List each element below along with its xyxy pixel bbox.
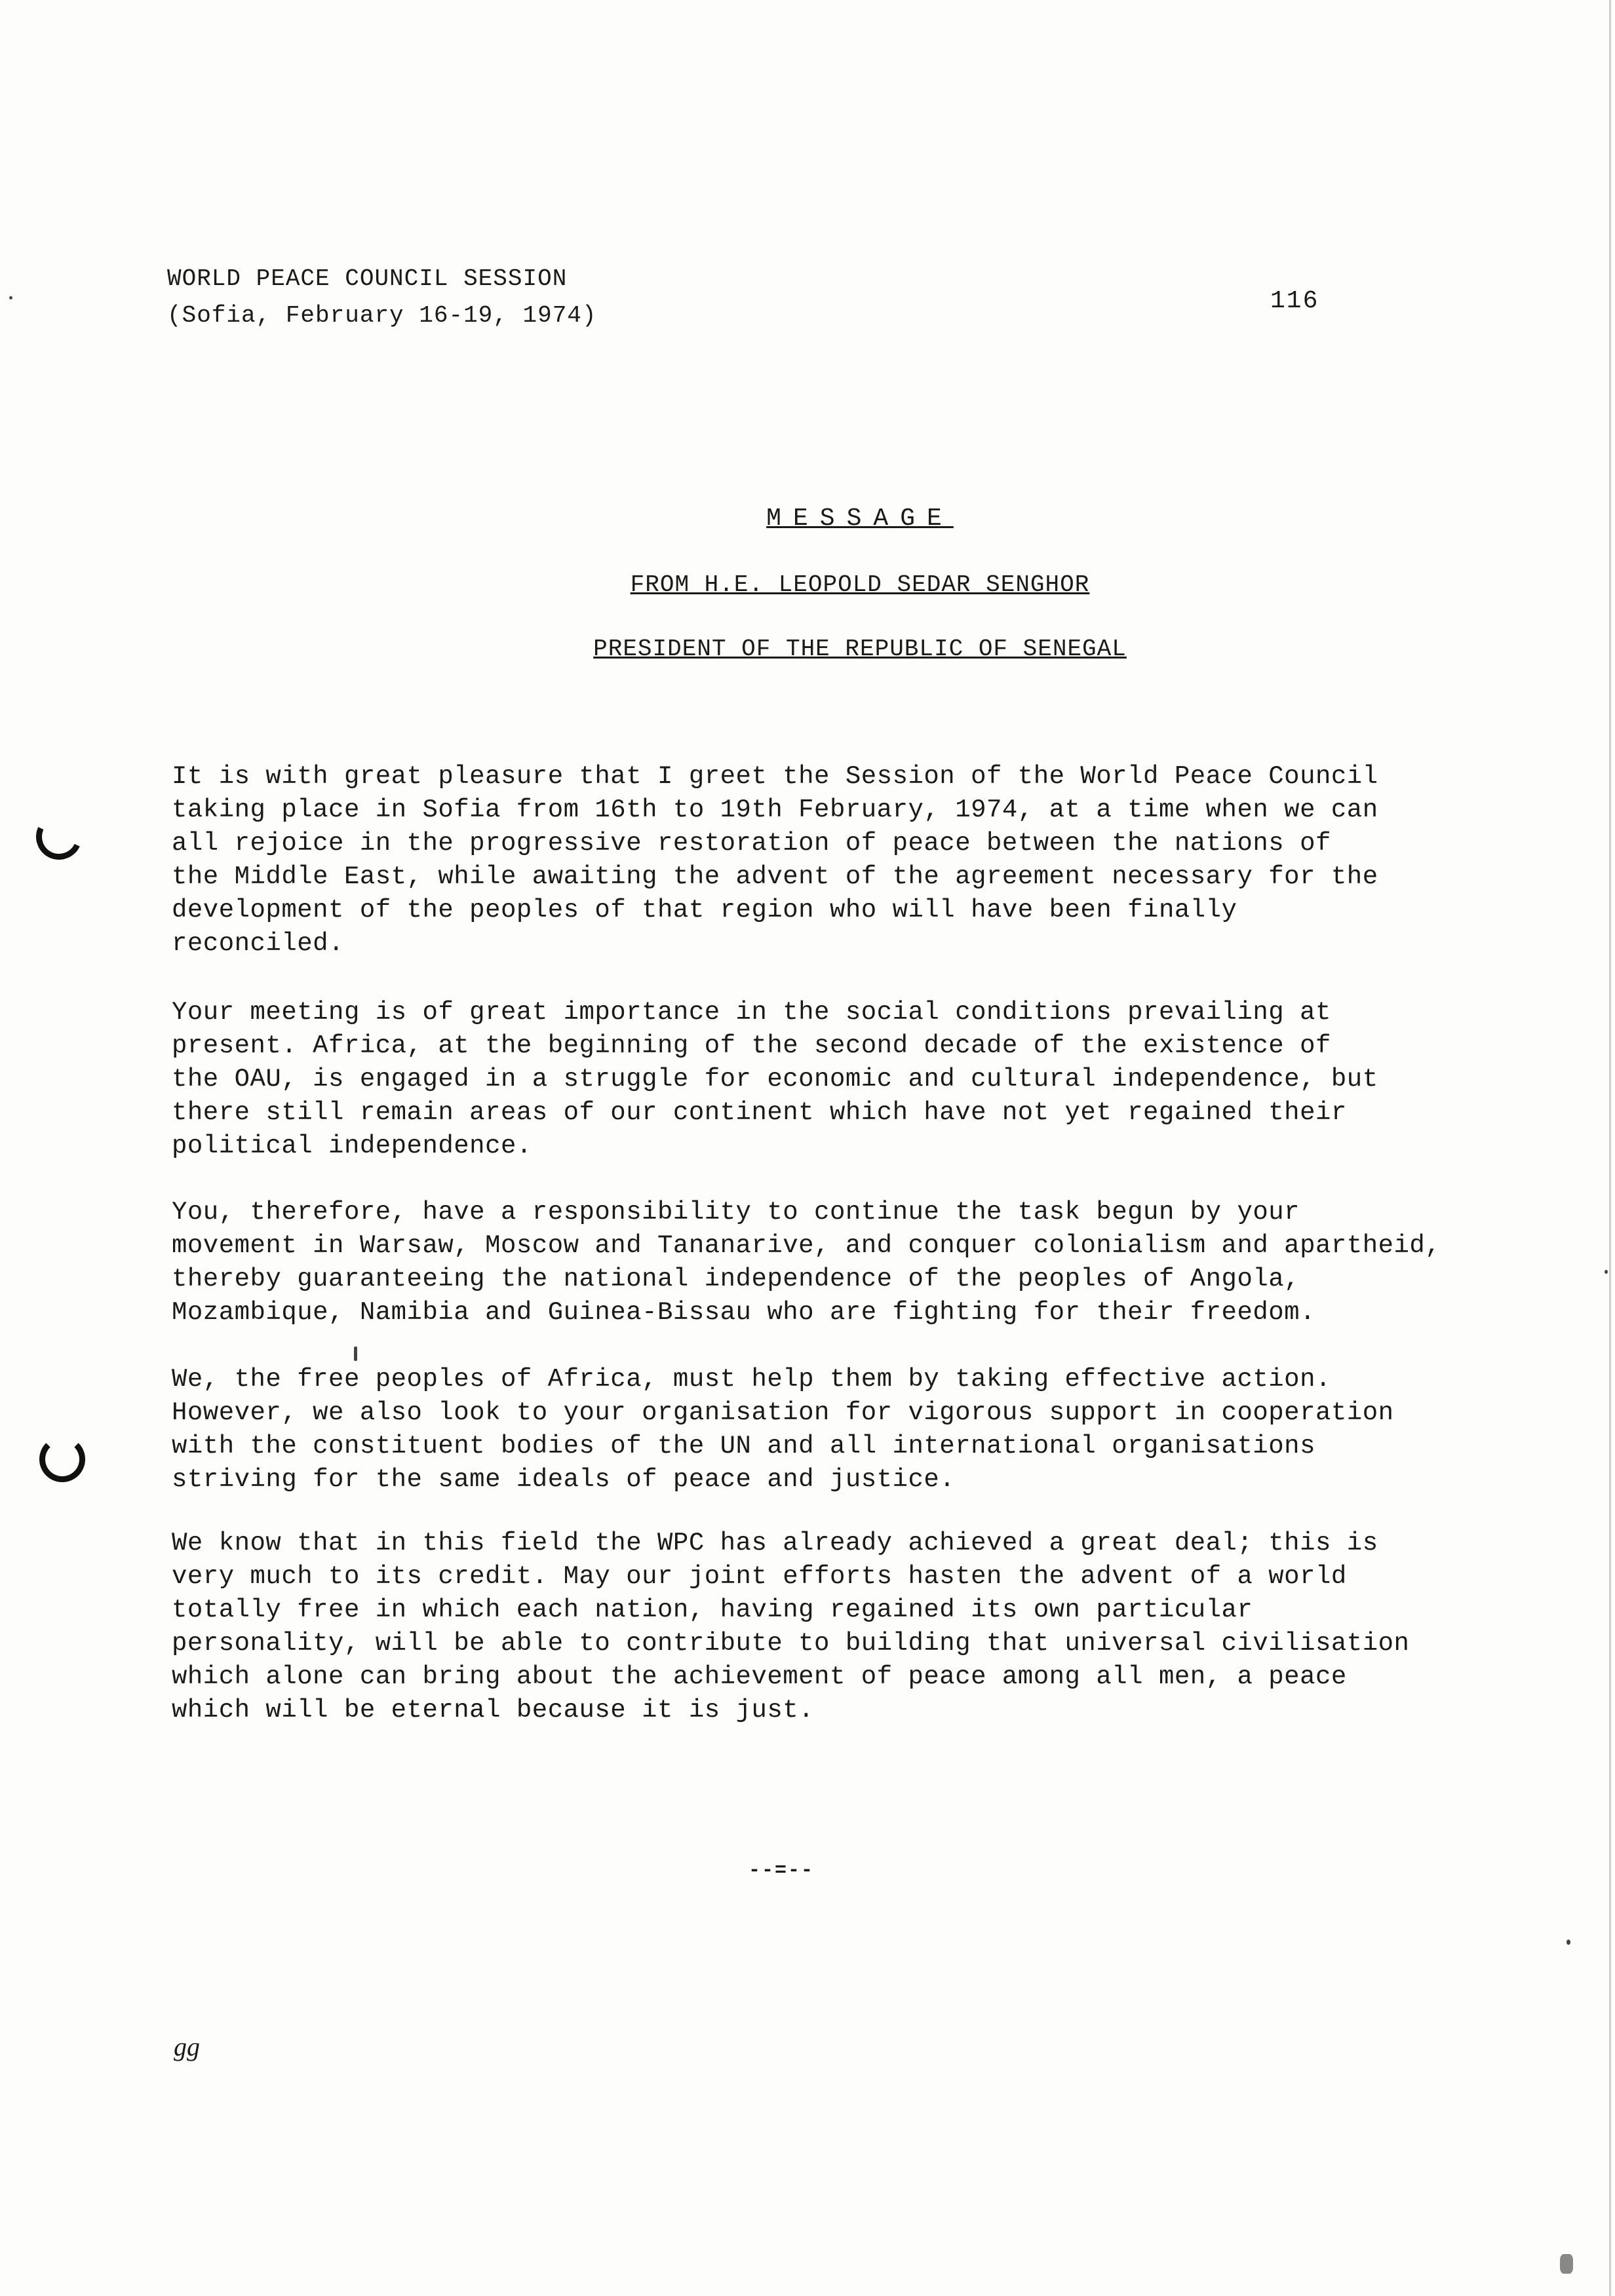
page-edge-shadow — [1609, 0, 1611, 2296]
punch-hole-mark — [29, 807, 88, 866]
paper-speck — [354, 1347, 357, 1361]
paragraph-line: totally free in which each nation, having regained its own particular — [172, 1596, 1253, 1624]
paragraph — [172, 760, 1555, 961]
paragraph-line: which alone can bring about the achievement of peace among all men, a peace — [172, 1662, 1347, 1691]
paragraph-line: present. Africa, at the beginning of the second decade of the existence of — [172, 1031, 1331, 1060]
paragraph-line: striving for the same ideals of peace and justice. — [172, 1465, 956, 1494]
paragraph-line: thereby guaranteeing the national independence of the peoples of Angola, — [172, 1265, 1300, 1293]
paper-speck — [9, 296, 12, 299]
paragraph-line: development of the peoples of that region who will have been finally — [172, 896, 1237, 925]
document-title: MESSAGE — [766, 505, 954, 533]
page-number: 116 — [1270, 287, 1319, 315]
paragraph-line: with the constituent bodies of the UN and all international organisations — [172, 1432, 1315, 1461]
paragraph-line: all rejoice in the progressive restoration of peace between the nations of — [172, 829, 1331, 858]
paragraph-line: political independence. — [172, 1132, 532, 1160]
paragraph-line: You, therefore, have a responsibility to continue the task begun by your — [172, 1198, 1300, 1227]
paragraph-line: However, we also look to your organisation for vigorous support in cooperation — [172, 1398, 1394, 1427]
paragraph-line: reconciled. — [172, 929, 344, 958]
paragraph-line: the Middle East, while awaiting the advent of the agreement necessary for the — [172, 862, 1378, 891]
paragraph — [172, 1196, 1555, 1330]
paragraph-line: Mozambique, Namibia and Guinea-Bissau who are fighting for their freedom. — [172, 1298, 1315, 1327]
session-header-place-date: (Sofia, February 16-19, 1974) — [167, 302, 597, 329]
document-subtitle-from: FROM H.E. LEOPOLD SEDAR SENGHOR — [630, 571, 1090, 598]
session-header — [167, 261, 597, 334]
paragraph — [172, 1363, 1555, 1497]
paragraph-line: taking place in Sofia from 16th to 19th February, 1974, at a time when we can — [172, 795, 1378, 824]
paper-speck — [1605, 1270, 1608, 1274]
paragraph-line: We, the free peoples of Africa, must help them by taking effective action. — [172, 1365, 1331, 1394]
paragraph — [172, 996, 1555, 1163]
paragraph-line: personality, will be able to contribute to building that universal civilisation — [172, 1629, 1410, 1658]
document-subtitle-president: PRESIDENT OF THE REPUBLIC OF SENEGAL — [593, 636, 1127, 662]
paper-speck — [1560, 2254, 1573, 2274]
paragraph — [172, 1527, 1555, 1727]
punch-hole-mark — [39, 1436, 85, 1482]
paragraph-line: We know that in this field the WPC has already achieved a great deal; this is — [172, 1529, 1378, 1558]
paragraph-line: which will be eternal because it is just. — [172, 1696, 815, 1725]
paragraph-line: Your meeting is of great importance in the social conditions prevailing at — [172, 998, 1331, 1027]
paper-speck — [1566, 1940, 1570, 1945]
typist-initials: gg — [174, 2032, 200, 2061]
paragraph-line: It is with great pleasure that I greet the Session of the World Peace Council — [172, 762, 1378, 791]
session-header-title: WORLD PEACE COUNCIL SESSION — [167, 265, 568, 292]
paragraph-line: there still remain areas of our continent which have not yet regained their — [172, 1098, 1347, 1127]
paragraph-line: movement in Warsaw, Moscow and Tananarive, and conquer colonialism and apartheid, — [172, 1231, 1441, 1260]
paragraph-line: very much to its credit. May our joint efforts hasten the advent of a world — [172, 1562, 1347, 1591]
paragraph-line: the OAU, is engaged in a struggle for economic and cultural independence, but — [172, 1065, 1378, 1094]
end-separator: --=-- — [749, 1860, 815, 1882]
